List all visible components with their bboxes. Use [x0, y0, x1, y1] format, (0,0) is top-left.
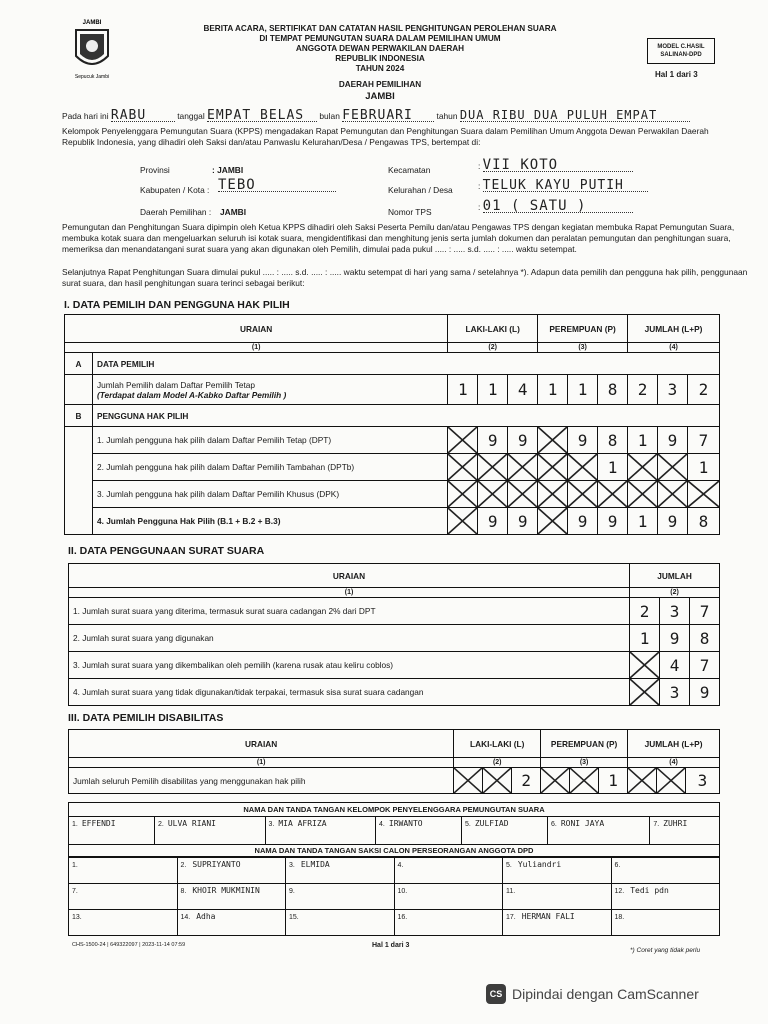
s3-crossed-cell — [454, 768, 483, 794]
s3-crossed-cell — [570, 768, 599, 794]
kpps-name: RONI JAYA — [560, 819, 605, 828]
s2-num-1: (1) — [69, 588, 630, 598]
s2-row-label: 1. Jumlah surat suara yang diterima, termasuk surat suara cadangan 2% dari DPT — [69, 598, 630, 625]
s1-a-digit: 1 — [478, 375, 508, 405]
s1-a-digit: 2 — [687, 375, 719, 405]
kpps-signature-cell — [154, 817, 265, 845]
saksi-name: Adha — [196, 912, 216, 921]
kpu-logo — [62, 16, 122, 80]
saksi-signature-cell — [394, 884, 503, 910]
s1-b-crossed-cell — [538, 427, 568, 454]
tps-field: : 01 ( SATU ) — [478, 201, 633, 213]
section-2-title: II. DATA PENGGUNAAN SURAT SUARA — [68, 545, 265, 557]
daerah-value: JAMBI — [220, 207, 247, 217]
s3-header-jumlah: JUMLAH (L+P) — [628, 730, 720, 758]
kelurahan-field: : TELUK KAYU PUTIH — [478, 180, 648, 192]
s1-b-crossed-cell — [658, 454, 688, 481]
kpps-number: 6. — [550, 821, 557, 828]
kpps-signature-cell — [376, 817, 462, 845]
s1-b-crossed-cell — [508, 454, 538, 481]
kabupaten-label: Kabupaten / Kota : — [140, 185, 210, 195]
kpps-signature-title: NAMA DAN TANDA TANGAN KELOMPOK PENYELENGGARA PEMUNGUTAN SUARA — [69, 803, 720, 817]
saksi-name: SUPRIYANTO — [192, 860, 241, 869]
s2-digit: 1 — [630, 625, 660, 652]
s1-b-digit: 9 — [568, 508, 598, 535]
saksi-signature-cell — [286, 910, 395, 936]
s2-num-2: (2) — [630, 588, 720, 598]
saksi-signature-cell — [394, 910, 503, 936]
provinsi-label: Provinsi — [140, 165, 170, 175]
s1-b-row-label: 2. Jumlah pengguna hak pilih dalam Daftar Pemilih Tambahan (DPTb) — [92, 454, 447, 481]
title-line-2: DI TEMPAT PEMUNGUTAN SUARA DALAM PEMILIHAN UMUM — [259, 34, 501, 43]
s1-b-crossed-cell — [448, 481, 478, 508]
s1-b-crossed-cell — [478, 454, 508, 481]
s3-num-3: (3) — [541, 758, 628, 768]
kecamatan-field: : VII KOTO — [478, 160, 633, 172]
saksi-number: 13. — [72, 914, 82, 921]
bulan-label: bulan — [319, 111, 340, 121]
saksi-signature-cell — [611, 858, 720, 884]
model-label-2: SALINAN-DPD — [660, 52, 702, 58]
saksi-number: 1. — [72, 862, 78, 869]
s3-header-laki: LAKI-LAKI (L) — [454, 730, 541, 758]
s2-digit: 7 — [690, 598, 720, 625]
saksi-signature-cell — [503, 858, 612, 884]
s1-a-row — [65, 375, 720, 405]
saksi-number: 16. — [397, 914, 408, 921]
s1-a-digit: 1 — [448, 375, 478, 405]
section-2-table — [68, 563, 720, 706]
saksi-signature-cell — [611, 910, 720, 936]
s3-crossed-cell — [483, 768, 512, 794]
s3-crossed-cell — [628, 768, 657, 794]
s2-digit: 8 — [690, 625, 720, 652]
s1-b-crossed-cell — [598, 481, 628, 508]
s2-digit: 9 — [690, 679, 720, 706]
kelurahan-value: TELUK KAYU PUTIH — [483, 180, 648, 192]
tahun-label: tahun — [436, 111, 458, 121]
saksi-number: 6. — [614, 862, 621, 869]
kpps-number: 1. — [72, 821, 78, 828]
s3-digit: 3 — [685, 768, 719, 794]
daerah-label: Daerah Pemilihan : — [140, 207, 212, 217]
saksi-signature-row — [69, 858, 720, 884]
tps-label: Nomor TPS — [388, 207, 432, 217]
s1-header-perempuan: PEREMPUAN (P) — [538, 315, 628, 343]
s3-digit: 2 — [512, 768, 541, 794]
s3-digit: 1 — [599, 768, 628, 794]
s1-a-label — [92, 375, 447, 405]
kpps-signature-cell — [69, 817, 155, 845]
kpps-signature-cell — [462, 817, 548, 845]
footer-page: Hal 1 dari 3 — [372, 942, 410, 949]
s1-a-blank — [65, 375, 93, 405]
s3-header-uraian: URAIAN — [69, 730, 454, 758]
s1-b-crossed-cell — [538, 508, 568, 535]
kpps-name: ZUHRI — [663, 819, 688, 828]
s3-crossed-cell — [657, 768, 686, 794]
s1-b-digit: 1 — [598, 454, 628, 481]
kecamatan-value: VII KOTO — [483, 160, 633, 172]
kelurahan-label: Kelurahan / Desa — [388, 185, 453, 195]
s2-row-label: 2. Jumlah surat suara yang digunakan — [69, 625, 630, 652]
kpps-signature-cell — [265, 817, 376, 845]
saksi-signature-cell — [286, 884, 395, 910]
kpps-name: ZULFIAD — [474, 819, 509, 828]
s1-b-digit: 9 — [658, 508, 688, 535]
s1-header-uraian: URAIAN — [65, 315, 448, 343]
pada-hari-label: Pada hari ini — [62, 111, 109, 121]
saksi-signature-row — [69, 910, 720, 936]
s3-num-4: (4) — [628, 758, 720, 768]
s3-num-1: (1) — [69, 758, 454, 768]
saksi-number: 3. — [289, 862, 295, 869]
kpps-number: 2. — [157, 821, 164, 828]
section-1-table — [64, 314, 720, 535]
s1-b-row — [65, 481, 720, 508]
title-line-1: BERITA ACARA, SERTIFIKAT DAN CATATAN HASIL PENGHITUNGAN PEROLEHAN SUARA — [203, 24, 557, 33]
saksi-number: 8. — [180, 888, 187, 895]
s1-b-digit: 9 — [658, 427, 688, 454]
s1-b-crossed-cell — [538, 481, 568, 508]
s2-digit: 3 — [660, 679, 690, 706]
s1-header-laki: LAKI-LAKI (L) — [448, 315, 538, 343]
kabupaten-field — [218, 177, 338, 193]
daerah-pemilihan-value: JAMBI — [365, 91, 395, 102]
s2-row — [69, 679, 720, 706]
saksi-name: Yuliandri — [517, 860, 562, 869]
s1-b-crossed-cell — [658, 481, 688, 508]
saksi-signature-cell — [69, 858, 178, 884]
saksi-signature-cell — [611, 884, 720, 910]
s3-crossed-cell — [541, 768, 570, 794]
s1-a-label-line2: (Terdapat dalam Model A-Kabko Daftar Pemilih ) — [96, 389, 287, 400]
s1-b-digit: 9 — [508, 508, 538, 535]
s2-row-label: 3. Jumlah surat suara yang dikembalikan oleh pemilih (karena rusak atau keliru coblos) — [69, 652, 630, 679]
s2-header-jumlah: JUMLAH — [630, 564, 720, 588]
kpps-number: 5. — [465, 821, 471, 828]
bulan-value: FEBRUARI — [342, 110, 434, 122]
s2-crossed-cell — [630, 679, 660, 706]
saksi-name: HERMAN FALI — [521, 912, 575, 921]
s1-b-crossed-cell — [508, 481, 538, 508]
s1-a-digit: 8 — [598, 375, 628, 405]
saksi-number: 4. — [397, 862, 404, 869]
kpps-number: 7. — [653, 821, 660, 828]
section-3-table — [68, 729, 720, 794]
s1-num-4: (4) — [628, 343, 720, 353]
camscanner-text: Dipindai dengan CamScanner — [512, 986, 699, 1002]
intro-paragraph: Kelompok Penyelenggara Pemungutan Suara (KPPS) mengadakan Rapat Pemungutan dan Penghitungan Suara dalam Pemilihan Umum Anggota Dewan Perwakilan Daerah Republik Indonesia, yang dihadiri oleh Saksi dan/atau Panwaslu Kelurahan/Desa / Pengawas TPS, bertempat di: — [62, 126, 709, 147]
s2-header-uraian: URAIAN — [69, 564, 630, 588]
s1-b-crossed-cell — [628, 454, 658, 481]
s1-a-label-line1: Jumlah Pemilih dalam Daftar Pemilih Tetap — [96, 379, 255, 390]
s3-header-perempuan: PEREMPUAN (P) — [541, 730, 628, 758]
s1-a-letter: A — [65, 353, 93, 375]
title-line-5: TAHUN 2024 — [355, 64, 405, 73]
s1-b-crossed-cell — [628, 481, 658, 508]
s1-b-digit: 9 — [478, 508, 508, 535]
kpps-signature-row — [69, 817, 720, 845]
kpps-name: IRWANTO — [388, 819, 423, 828]
saksi-number: 5. — [506, 862, 512, 869]
s1-a-digit: 1 — [538, 375, 568, 405]
s1-b-row — [65, 508, 720, 535]
s1-b-digit: 9 — [478, 427, 508, 454]
hari-value: RABU — [111, 110, 175, 122]
s1-b-digit: 8 — [687, 508, 719, 535]
saksi-signature-row — [69, 884, 720, 910]
s3-row-label: Jumlah seluruh Pemilih disabilitas yang menggunakan hak pilih — [69, 768, 454, 794]
saksi-signature-cell — [177, 910, 286, 936]
page-indicator: Hal 1 dari 3 — [655, 70, 698, 79]
s1-b-blank — [65, 427, 93, 535]
saksi-number: 11. — [506, 888, 516, 895]
s2-row-label: 4. Jumlah surat suara yang tidak digunakan/tidak terpakai, termasuk sisa surat suara cadangan — [69, 679, 630, 706]
saksi-signature-cell — [69, 910, 178, 936]
s1-num-1: (1) — [65, 343, 448, 353]
s1-num-3: (3) — [538, 343, 628, 353]
s1-a-title: DATA PEMILIH — [92, 353, 719, 375]
saksi-signature-cell — [503, 884, 612, 910]
title-line-3: ANGGOTA DEWAN PERWAKILAN DAERAH — [295, 44, 465, 53]
s1-b-digit: 1 — [628, 508, 658, 535]
section-3-title: III. DATA PEMILIH DISABILITAS — [68, 712, 224, 724]
camscanner-logo-icon: CS — [486, 984, 506, 1004]
tahun-value: DUA RIBU DUA PULUH EMPAT — [460, 110, 690, 122]
saksi-name: KHOIR MUKMININ — [192, 886, 260, 895]
section-1-title: I. DATA PEMILIH DAN PENGGUNA HAK PILIH — [64, 299, 290, 311]
saksi-number: 12. — [614, 888, 625, 895]
saksi-signature-table — [68, 857, 720, 936]
s1-b-digit: 9 — [598, 508, 628, 535]
procedure-paragraph-2: Selanjutnya Rapat Penghitungan Suara dimulai pukul ..... : ..... s.d. ..... : ..... waktu setempat di hari yang sama / setelahnya *). Adapun data pemilih dan pengguna hak pilih, penggunaan surat suara, dan hasil penghitungan suara terinci sebagai berikut: — [62, 267, 748, 288]
provinsi-value: : JAMBI — [212, 165, 244, 175]
saksi-number: 9. — [289, 888, 295, 895]
saksi-signature-cell — [394, 858, 503, 884]
s2-crossed-cell — [630, 652, 660, 679]
s1-b-digit: 7 — [687, 427, 719, 454]
saksi-name: Tedi pdn — [630, 886, 669, 895]
saksi-number: 7. — [72, 888, 78, 895]
s1-num-2: (2) — [448, 343, 538, 353]
saksi-signature-cell — [286, 858, 395, 884]
kpps-name: MIA AFRIZA — [278, 819, 327, 828]
kpps-signature-cell — [547, 817, 649, 845]
s1-a-digit: 4 — [508, 375, 538, 405]
s1-b-crossed-cell — [568, 454, 598, 481]
s1-b-row — [65, 427, 720, 454]
s1-b-row-label: 1. Jumlah pengguna hak pilih dalam Daftar Pemilih Tetap (DPT) — [92, 427, 447, 454]
title-line-4: REPUBLIK INDONESIA — [335, 54, 425, 63]
s1-b-crossed-cell — [538, 454, 568, 481]
saksi-signature-cell — [177, 884, 286, 910]
s1-b-digit: 9 — [568, 427, 598, 454]
kecamatan-label: Kecamatan — [388, 165, 431, 175]
saksi-number: 15. — [289, 914, 299, 921]
s2-row — [69, 598, 720, 625]
s1-b-digit: 1 — [687, 454, 719, 481]
s1-a-digit: 3 — [658, 375, 688, 405]
saksi-number: 2. — [180, 862, 187, 869]
s1-b-row — [65, 454, 720, 481]
s1-b-digit: 9 — [508, 427, 538, 454]
saksi-number: 10. — [397, 888, 408, 895]
s2-digit: 9 — [660, 625, 690, 652]
kpps-number: 3. — [268, 821, 275, 828]
s3-row — [69, 768, 720, 794]
s1-b-row-label: 3. Jumlah pengguna hak pilih dalam Daftar Pemilih Khusus (DPK) — [92, 481, 447, 508]
s1-b-title: PENGGUNA HAK PILIH — [92, 405, 719, 427]
s3-num-2: (2) — [454, 758, 541, 768]
s1-b-crossed-cell — [568, 481, 598, 508]
saksi-signature-title: NAMA DAN TANDA TANGAN SAKSI CALON PERSEORANGAN ANGGOTA DPD — [69, 845, 720, 857]
tanggal-label: tanggal — [177, 111, 205, 121]
s2-digit: 2 — [630, 598, 660, 625]
s1-a-digit: 2 — [628, 375, 658, 405]
s1-b-crossed-cell — [448, 427, 478, 454]
s1-b-digit: 1 — [628, 427, 658, 454]
signature-table — [68, 802, 720, 857]
kabupaten-value: TEBO — [218, 180, 336, 192]
saksi-number: 18. — [614, 914, 625, 921]
s1-header-jumlah: JUMLAH (L+P) — [628, 315, 720, 343]
kpps-name: EFFENDI — [81, 819, 116, 828]
s2-row — [69, 652, 720, 679]
footer-code: CHS-1500-24 | 649322097 | 2023-11-14 07:59 — [72, 942, 186, 948]
s1-a-digit: 1 — [568, 375, 598, 405]
svg-text:Sepucuk Jambi: Sepucuk Jambi — [74, 74, 110, 80]
saksi-name: ELMIDA — [300, 860, 330, 869]
saksi-number: 17. — [506, 914, 516, 921]
saksi-number: 14. — [180, 914, 191, 921]
model-label-1: MODEL C.HASIL — [657, 44, 705, 50]
kpps-signature-cell — [650, 817, 720, 845]
tps-value: 01 ( SATU ) — [483, 201, 633, 213]
s2-row — [69, 625, 720, 652]
s1-b-crossed-cell — [687, 481, 719, 508]
saksi-signature-cell — [69, 884, 178, 910]
footer-note: *) Coret yang tidak perlu — [630, 947, 701, 954]
s1-b-letter: B — [65, 405, 93, 427]
daerah-pemilihan-label: DAERAH PEMILIHAN — [338, 80, 422, 89]
camscanner-watermark — [486, 984, 699, 1004]
s2-digit: 3 — [660, 598, 690, 625]
svg-text:JAMBI: JAMBI — [82, 20, 102, 26]
kpps-name: ULVA RIANI — [167, 819, 216, 828]
date-line — [62, 110, 732, 122]
s1-b-row-label: 4. Jumlah Pengguna Hak Pilih (B.1 + B.2 + B.3) — [92, 508, 447, 535]
kpps-number: 4. — [379, 821, 385, 828]
procedure-paragraph-1: Pemungutan dan Penghitungan Suara dipimpin oleh Ketua KPPS dihadiri oleh Saksi Peserta Pemilu dan/atau Pengawas TPS dengan kegiatan membuka Rapat Pemungutan Suara, membuka kotak suara dan mengeluarkan seluruh isi kotak suara, mengidentifikasi dan menghitung jenis serta jumlah dokumen dan peralatan pemungutan dan penghitungan suara, memeriksa dan menandatangani surat suara yang akan digunakan oleh Pemilih, dimulai pada pukul ..... : ..... s.d. ..... : ..... waktu setempat. — [62, 222, 735, 254]
tanggal-value: EMPAT BELAS — [207, 110, 317, 122]
s1-b-crossed-cell — [478, 481, 508, 508]
model-box — [647, 38, 715, 64]
saksi-signature-cell — [177, 858, 286, 884]
s2-digit: 4 — [660, 652, 690, 679]
s1-b-crossed-cell — [448, 508, 478, 535]
s1-b-digit: 8 — [598, 427, 628, 454]
s2-digit: 7 — [690, 652, 720, 679]
saksi-signature-cell — [503, 910, 612, 936]
s1-b-crossed-cell — [448, 454, 478, 481]
